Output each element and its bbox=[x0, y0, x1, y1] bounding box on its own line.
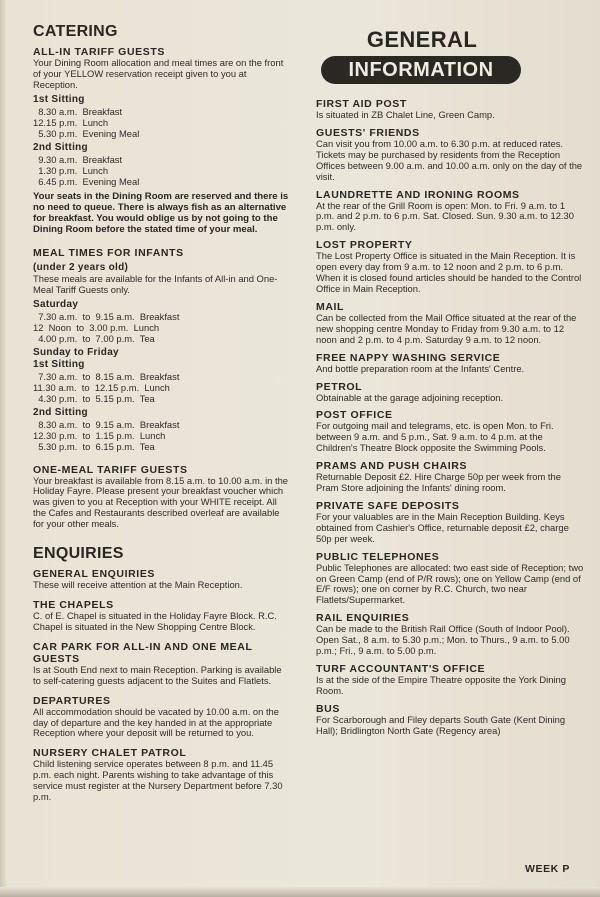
info-heading: PRAMS AND PUSH CHAIRS bbox=[316, 460, 468, 473]
all-in-text: Your Dining Room allocation and meal times are on the front of your YELLOW reservation receipt given to you at Reception. bbox=[33, 57, 284, 90]
all-in-heading: ALL-IN TARIFF GUESTS bbox=[33, 46, 165, 58]
meal-time-row: 5.30 p.m. Evening Meal bbox=[33, 127, 140, 139]
info-text: Can be made to the British Rail Office (South of Indoor Pool). Open Sat., 8 a.m. to 5.30 p.m.; Mon. to Thurs., 9 a.m. to 5.00 p.m.; Fri., 9 a.m. to 5.00 p.m. bbox=[316, 623, 570, 657]
info-text: Can visit you from 10.00 a.m. to 6.30 p.m. at reduced rates. Tickets may be purchased by residents from the Reception Offices between 9.00 a.m. and 10.00 a.m. only on the day of the visit. bbox=[316, 137, 583, 182]
info-text: And bottle preparation room at the Infants' Centre. bbox=[316, 362, 525, 374]
info-heading: RAIL ENQUIRIES bbox=[316, 612, 410, 625]
enquiry-heading: GENERAL ENQUIRIES bbox=[33, 568, 156, 581]
meal-time-row: 8.30 a.m. to 9.15 a.m. Breakfast bbox=[33, 418, 180, 430]
infants-heading: MEAL TIMES FOR INFANTS bbox=[33, 246, 184, 259]
info-text: Returnable Deposit £2. Hire Charge 50p per week from the Pram Store adjoining the Infants' dining room. bbox=[316, 471, 561, 494]
info-heading: MAIL bbox=[316, 300, 345, 313]
enquiry-heading: THE CHAPELS bbox=[33, 598, 114, 611]
meal-time-row: 11.30 a.m. to 12.15 p.m. Lunch bbox=[33, 381, 170, 393]
meal-time-row: 12.15 p.m. Lunch bbox=[33, 116, 109, 128]
info-heading: BUS bbox=[316, 702, 340, 715]
enquiry-heading: NURSERY CHALET PATROL bbox=[33, 747, 187, 760]
meal-time-row: 4.00 p.m. to 7.00 p.m. Tea bbox=[33, 332, 155, 344]
info-text: For Scarborough and Filey departs South Gate (Kent Dining Hall); Bridlington North Gate (Regency area) bbox=[316, 713, 566, 736]
info-text: Is situated in ZB Chalet Line, Green Camp. bbox=[316, 109, 495, 120]
info-heading: TURF ACCOUNTANT'S OFFICE bbox=[316, 663, 486, 675]
info-text: For outgoing mail and telegrams, etc. is open Mon. to Fri. between 9 a.m. and 5 p.m., Sat. 9 a.m. to 4 p.m. at the Children's Theatre Block opposite the Swimming Pools. bbox=[316, 420, 554, 454]
meal-time-row: 7.30 a.m. to 8.15 a.m. Breakfast bbox=[33, 370, 180, 382]
info-text: Can be collected from the Mail Office situated at the rear of the new shopping centre Monday to Friday from 9.30 a.m. to 12 noon and 2 p.m. to 4 p.m. Saturday 9 a.m. to 12 noon. bbox=[316, 311, 577, 345]
all-in-second-times bbox=[33, 154, 289, 187]
infants-first-times bbox=[33, 371, 289, 404]
enquiry-text: C. of E. Chapel is situated in the Holiday Fayre Block. R.C. Chapel is situated in the New Shopping Centre Block. bbox=[33, 609, 277, 632]
meal-time-row: 8.30 a.m. Breakfast bbox=[33, 105, 123, 117]
infants-text: These meals are available for the Infants of All-in and One-Meal Tariff Guests only. bbox=[33, 272, 278, 295]
enquiry-heading: CAR PARK FOR ALL-IN AND ONE MEAL GUESTS bbox=[33, 640, 253, 665]
info-heading: PETROL bbox=[316, 380, 363, 393]
enquiry-text: Is at South End next to main Reception. Parking is available to self-catering guests adjacent to the Suites and Flatlets. bbox=[33, 663, 282, 686]
page-spine bbox=[0, 0, 6, 897]
info-heading: PUBLIC TELEPHONES bbox=[316, 550, 440, 563]
information-banner: INFORMATION bbox=[321, 56, 521, 84]
one-meal-heading: ONE-MEAL TARIFF GUESTS bbox=[33, 463, 188, 476]
meal-time-row: 5.30 p.m. to 6.15 p.m. Tea bbox=[33, 440, 155, 452]
all-in-first-sitting: 1st Sitting bbox=[33, 93, 85, 105]
info-text: For your valuables are in the Main Reception Building. Keys obtained from Cashier's Office, returnable deposit £2, charge 50p per week. bbox=[316, 510, 569, 544]
info-text: Is at the side of the Empire Theatre opposite the York Dining Room. bbox=[316, 674, 566, 696]
enquiry-text: All accommodation should be vacated by 10.00 a.m. on the day of departure and the key handed in at the appropriate Reception where your deposit will be returned to you. bbox=[33, 705, 279, 739]
info-text: Public Telephones are allocated: two east side of Reception; two on Green Camp (end of P/R rows); one on Yellow Camp (end of E/F rows); one on corner by R.C. Church, two near Flatlets/Supermarket. bbox=[316, 561, 584, 606]
meal-time-row: 1.30 p.m. Lunch bbox=[33, 164, 109, 176]
infants-saturday: Saturday bbox=[33, 298, 79, 310]
infants-second-times bbox=[33, 419, 289, 452]
info-heading: POST OFFICE bbox=[316, 409, 393, 422]
general-title: GENERAL bbox=[366, 27, 478, 52]
info-heading: PRIVATE SAFE DEPOSITS bbox=[316, 499, 460, 512]
left-column bbox=[33, 22, 289, 803]
info-text: The Lost Property Office is situated in the Main Reception. It is open every day from 9 a.m. to 12 noon and 2 p.m. to 6 p.m. When it is closed found articles should be handed to the Control Office in Main Reception. bbox=[316, 250, 582, 294]
enquiries-title: ENQUIRIES bbox=[33, 545, 124, 563]
infants-saturday-times bbox=[33, 311, 289, 344]
all-in-second-sitting: 2nd Sitting bbox=[33, 141, 88, 153]
one-meal-text: Your breakfast is available from 8.15 a.m. to 10.00 a.m. in the Holiday Fayre. Please present your breakfast voucher which was given to you at Reception with your WHITE receipt. All the Cafes and Restaurants described overleaf are available for your other meals. bbox=[33, 474, 289, 530]
info-heading: FIRST AID POST bbox=[316, 98, 407, 110]
enquiry-text: Child listening service operates between 8 p.m. and 11.45 p.m. each night. Parents wishing to take advantage of this service must register at the Nursery Department before 7.30 p.m. bbox=[33, 758, 283, 803]
infants-first-sitting: 1st Sitting bbox=[33, 358, 85, 370]
infants-second-sitting: 2nd Sitting bbox=[33, 406, 88, 418]
info-heading: LAUNDRETTE AND IRONING ROOMS bbox=[316, 188, 520, 201]
meal-time-row: 6.45 p.m. Evening Meal bbox=[33, 175, 140, 187]
info-text: Obtainable at the garage adjoining reception. bbox=[316, 391, 504, 403]
catering-title: CATERING bbox=[33, 23, 118, 40]
meal-time-row: 4.30 p.m. to 5.15 p.m. Tea bbox=[33, 392, 155, 404]
info-text: At the rear of the Grill Room is open: Mon. to Fri. 9 a.m. to 1 p.m. and 2 p.m. to 6 p.m. Sat. Closed. Sun. 9.30 a.m. to 12.30 p.m. only. bbox=[316, 199, 574, 233]
meal-time-row: 12.30 p.m. to 1.15 p.m. Lunch bbox=[33, 429, 166, 441]
info-heading: GUESTS' FRIENDS bbox=[316, 126, 420, 139]
meal-time-row: 7.30 a.m. to 9.15 a.m. Breakfast bbox=[33, 310, 180, 322]
meal-time-row: 9.30 a.m. Breakfast bbox=[33, 153, 123, 165]
info-heading: FREE NAPPY WASHING SERVICE bbox=[316, 351, 501, 364]
page-bottom-edge bbox=[0, 887, 600, 897]
enquiry-text: These will receive attention at the Main Reception. bbox=[33, 579, 243, 591]
enquiry-heading: DEPARTURES bbox=[33, 694, 111, 707]
all-in-note: Your seats in the Dining Room are reserved and there is no need to queue. There is always fish as an alternative for breakfast. You would oblige us by not going to the Dining Room before the stated time of your meal. bbox=[33, 190, 289, 235]
right-column bbox=[316, 28, 584, 737]
info-heading: LOST PROPERTY bbox=[316, 239, 413, 252]
meal-time-row: 12 Noon to 3.00 p.m. Lunch bbox=[33, 321, 160, 333]
page-footer: WEEK P bbox=[524, 863, 570, 875]
infants-sun-fri: Sunday to Friday bbox=[33, 346, 119, 358]
all-in-first-times bbox=[33, 106, 289, 139]
infants-age-note: (under 2 years old) bbox=[33, 261, 129, 273]
